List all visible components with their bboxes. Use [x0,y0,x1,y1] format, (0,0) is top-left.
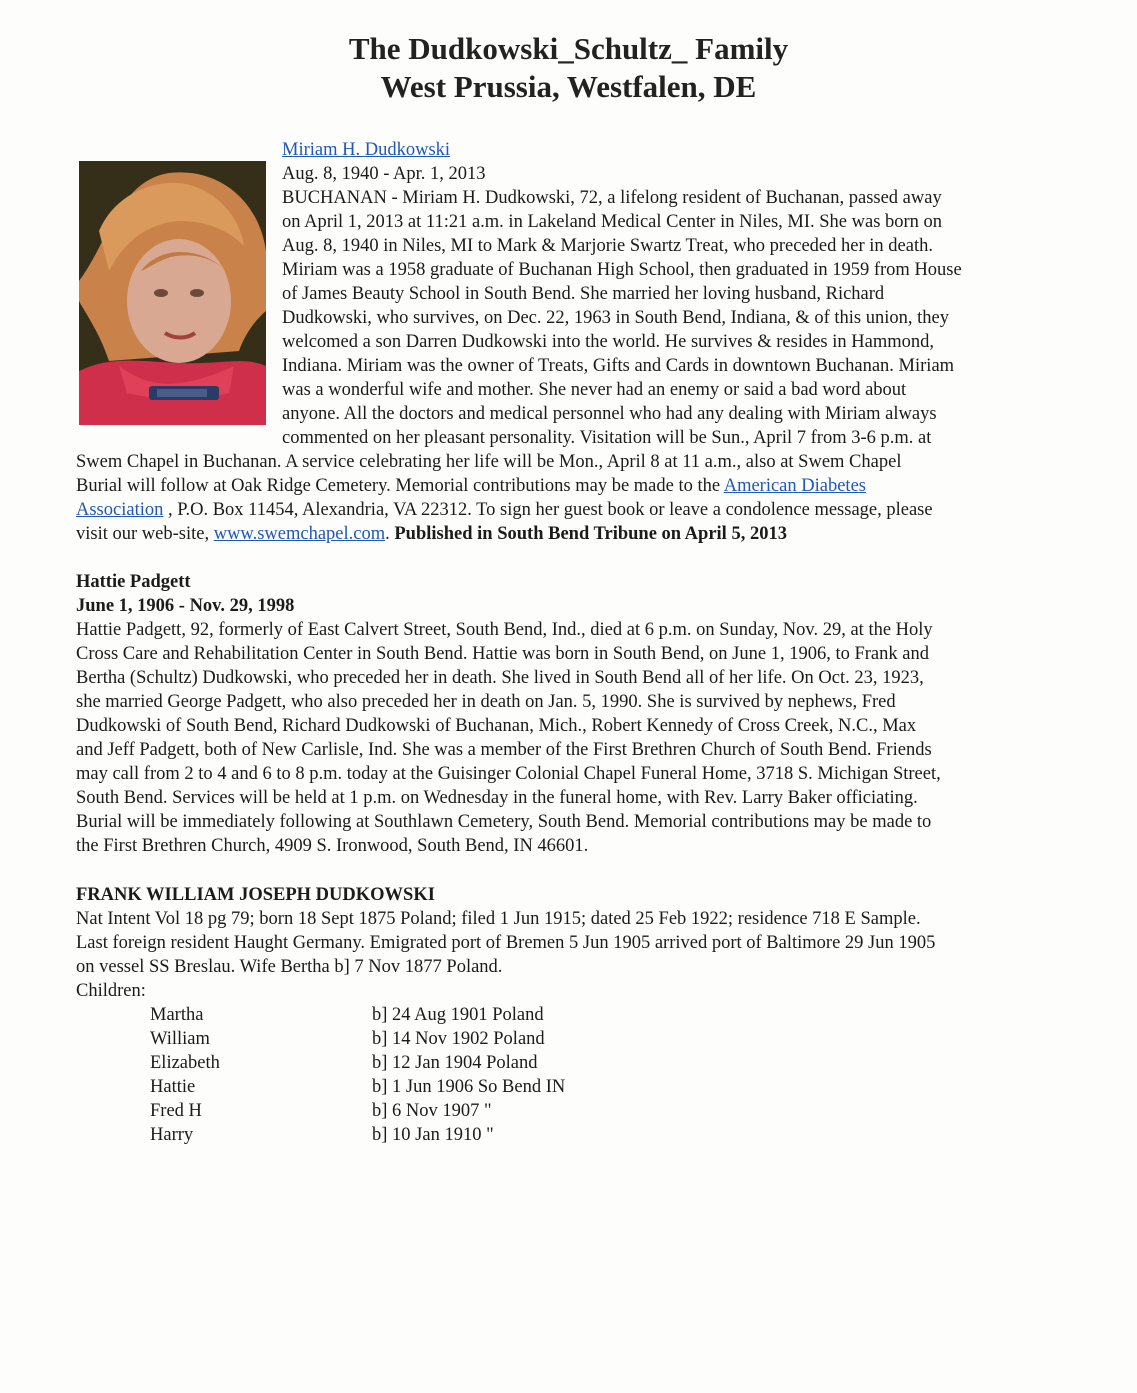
miriam-line-13 [76,474,1066,498]
frank-line-3: on vessel SS Breslau. Wife Bertha b] 7 Nov 1877 Poland. [76,957,503,977]
hattie-line-3: Bertha (Schultz) Dudkowski, who preceded her in death. She lived in South Bend all of her life. On Oct. 23, 1923, [76,668,924,688]
miriam-line-15 [76,522,1066,546]
hattie-line-2: Cross Care and Rehabilitation Center in South Bend. Hattie was born in South Bend, on June 1, 1906, to Frank and [76,644,929,664]
hattie-dates: June 1, 1906 - Nov. 29, 1998 [76,596,295,616]
hattie-name: Hattie Padgett [76,572,191,592]
child-name: Martha [150,1005,204,1025]
hattie-line-5: Dudkowski of South Bend, Richard Dudkowski of Buchanan, Mich., Robert Kennedy of Cross Creek, N.C., Max [76,716,917,736]
hattie-line-10: the First Brethren Church, 4909 S. Ironwood, South Bend, IN 46601. [76,836,589,856]
frank-record [76,883,1076,1147]
miriam-line-15-after: . [385,524,395,544]
miriam-line-3: Aug. 8, 1940 in Niles, MI to Mark & Marjorie Swartz Treat, who preceded her in death. [282,236,933,256]
children-list [76,1003,1076,1147]
child-row [76,1003,1076,1027]
american-diabetes-link-part1[interactable]: American Diabetes [723,476,866,496]
children-label: Children: [76,981,146,1001]
title-line-2: West Prussia, Westfalen, DE [380,69,757,104]
american-diabetes-link-part2[interactable]: Association [76,500,164,520]
miriam-line-5: of James Beauty School in South Bend. She married her loving husband, Richard [282,284,885,304]
obituary-hattie [76,570,1066,858]
child-name: Fred H [150,1101,202,1121]
hattie-line-6: and Jeff Padgett, both of New Carlisle, Ind. She was a member of the First Brethren Church of South Bend. Friends [76,740,932,760]
document-title [0,30,1137,106]
miriam-line-9: was a wonderful wife and mother. She never had an enemy or said a bad word about [282,380,907,400]
obituary-miriam [76,138,1066,546]
child-name: William [150,1029,210,1049]
swemchapel-website-link[interactable]: www.swemchapel.com [213,524,386,544]
hattie-line-4: she married George Padgett, who also preceded her in death on Jan. 5, 1990. She is survived by nephews, Fred [76,692,896,712]
miriam-line-11: commented on her pleasant personality. Visitation will be Sun., April 7 from 3-6 p.m. at [282,428,932,448]
child-name: Harry [150,1125,194,1145]
child-birth: b] 10 Jan 1910 " [372,1125,494,1145]
hattie-line-9: Burial will be immediately following at Southlawn Cemetery, South Bend. Memorial contributions may be made to [76,812,932,832]
miriam-line-14 [76,498,1066,522]
miriam-line-12: Swem Chapel in Buchanan. A service celebrating her life will be Mon., April 8 at 11 a.m., also at Swem Chapel [76,452,902,472]
miriam-name-link[interactable]: Miriam H. Dudkowski [282,140,451,160]
child-birth: b] 12 Jan 1904 Poland [372,1053,538,1073]
child-row [76,1027,1076,1051]
child-name: Elizabeth [150,1053,220,1073]
miriam-line-13-text: Burial will follow at Oak Ridge Cemetery. Memorial contributions may be made to the [76,476,724,496]
miriam-line-4: Miriam was a 1958 graduate of Buchanan High School, then graduated in 1959 from House [282,260,962,280]
miriam-line-10: anyone. All the doctors and medical personnel who had any dealing with Miriam always [282,404,937,424]
miriam-dates: Aug. 8, 1940 - Apr. 1, 2013 [282,164,486,184]
hattie-line-8: South Bend. Services will be held at 1 p.m. on Wednesday in the funeral home, with Rev. Larry Baker officiating. [76,788,918,808]
miriam-line-8: Indiana. Miriam was the owner of Treats, Gifts and Cards in downtown Buchanan. Miriam [282,356,955,376]
published-note: Published in South Bend Tribune on April 5, 2013 [394,524,787,544]
miriam-line-14-text: , P.O. Box 11454, Alexandria, VA 22312. To sign her guest book or leave a condolence message, please [163,500,933,520]
child-row [76,1075,1076,1099]
miriam-line-15-text: visit our web-site, [76,524,214,544]
miriam-line-1: BUCHANAN - Miriam H. Dudkowski, 72, a lifelong resident of Buchanan, passed away [282,188,942,208]
child-birth: b] 6 Nov 1907 " [372,1101,492,1121]
child-row [76,1099,1076,1123]
hattie-line-7: may call from 2 to 4 and 6 to 8 p.m. today at the Guisinger Colonial Chapel Funeral Home, 3718 S. Michigan Street, [76,764,941,784]
hattie-line-1: Hattie Padgett, 92, formerly of East Calvert Street, South Bend, Ind., died at 6 p.m. on Sunday, Nov. 29, at the Holy [76,620,933,640]
frank-line-1: Nat Intent Vol 18 pg 79; born 18 Sept 1875 Poland; filed 1 Jun 1915; dated 25 Feb 1922; residence 718 E Sample. [76,909,921,929]
miriam-line-7: welcomed a son Darren Dudkowski into the world. He survives & resides in Hammond, [282,332,934,352]
frank-name: FRANK WILLIAM JOSEPH DUDKOWSKI [76,885,435,905]
child-name: Hattie [150,1077,196,1097]
frank-line-2: Last foreign resident Haught Germany. Emigrated port of Bremen 5 Jun 1905 arrived port of Baltimore 29 Jun 1905 [76,933,936,953]
child-row [76,1123,1076,1147]
child-birth: b] 24 Aug 1901 Poland [372,1005,544,1025]
miriam-line-6: Dudkowski, who survives, on Dec. 22, 1963 in South Bend, Indiana, & of this union, they [282,308,949,328]
child-row [76,1051,1076,1075]
child-birth: b] 14 Nov 1902 Poland [372,1029,545,1049]
miriam-line-2: on April 1, 2013 at 11:21 a.m. in Lakeland Medical Center in Niles, MI. She was born on [282,212,943,232]
title-line-1: The Dudkowski_Schultz_ Family [348,31,789,66]
child-birth: b] 1 Jun 1906 So Bend IN [372,1077,566,1097]
